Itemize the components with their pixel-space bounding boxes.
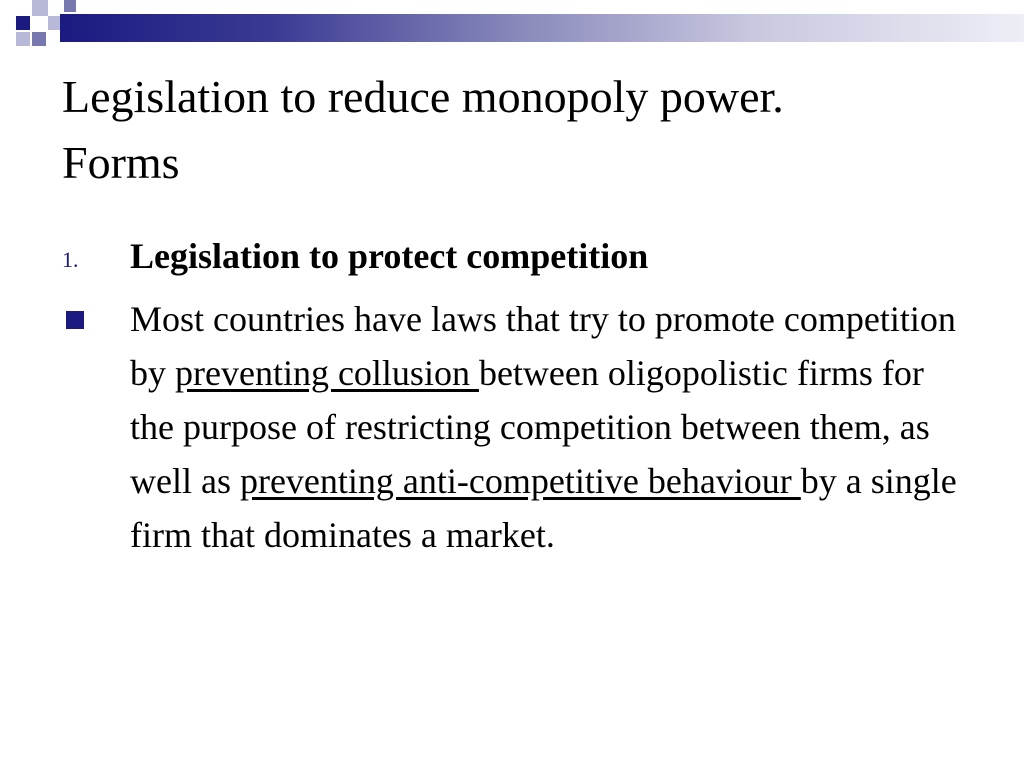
bullet-list-item [62,292,962,562]
underlined-phrase-preventing-collusion: preventing collusion [175,353,479,393]
list-number: 1. [62,247,79,272]
bullet-text-part-3: by a single firm that dominates a market. [130,461,957,555]
slide-title [62,64,982,196]
corner-square-decoration [16,16,30,30]
numbered-list-item [62,230,962,282]
corner-square-decoration [32,32,46,46]
underlined-phrase-anti-competitive-behaviour: preventing anti-competitive behaviour [239,461,801,501]
corner-square-decoration [16,32,30,46]
corner-square-decoration [32,0,48,16]
bullet-text-part-2: between oligopolistic firms for the purpose of restricting competition between them, as well as [130,353,930,501]
corner-square-decoration [48,16,60,30]
header-gradient-band [60,14,1024,42]
bullet-text-part-1: Most countries have laws that try to promote competition by [130,299,956,393]
slide-title-line-2: Forms [62,137,180,188]
numbered-item-text: Legislation to protect competition [130,236,649,276]
square-bullet-icon [66,311,84,329]
slide-title-line-1: Legislation to reduce monopoly power. [62,71,784,122]
corner-square-decoration [64,0,76,12]
slide-content [62,230,962,562]
